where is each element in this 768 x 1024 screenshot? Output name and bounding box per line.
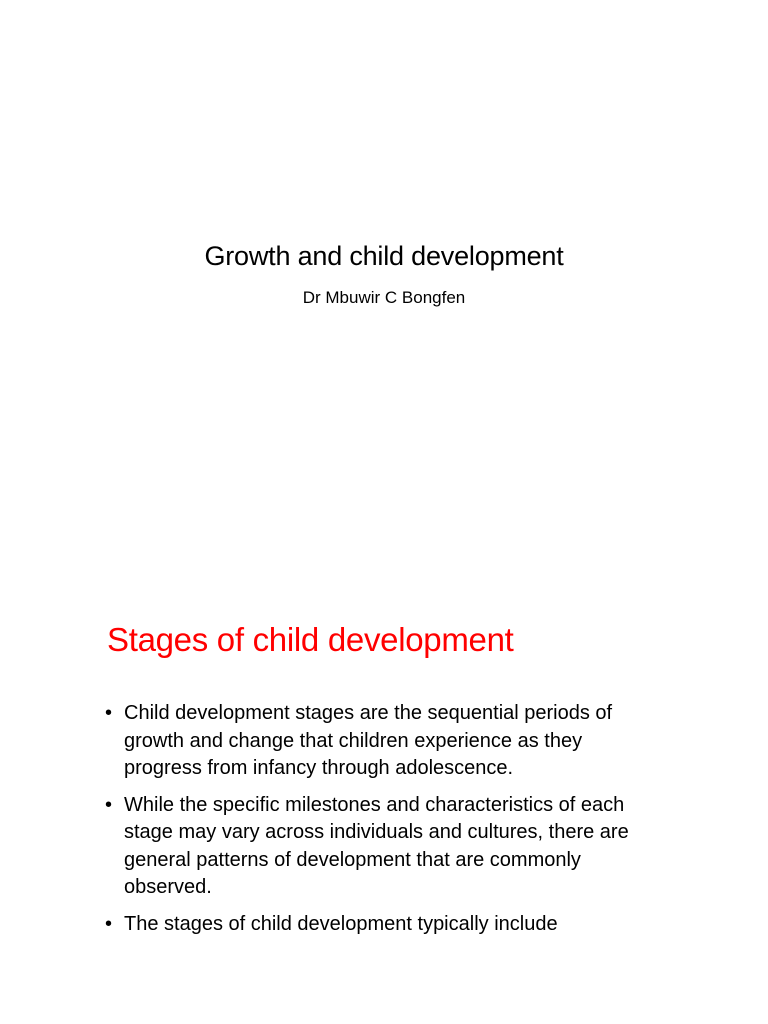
slide-heading: Stages of child development [107, 621, 514, 658]
bullet-icon: • [105, 793, 113, 816]
presentation-author: Dr Mbuwir C Bongfen [302, 288, 466, 307]
content-slide [0, 512, 768, 1024]
bullet-icon: • [105, 702, 113, 724]
bullet-icon: • [105, 912, 113, 935]
bullet-text: Child development stages are the sequential periods of growth and change that children experience as they progress from infancy through adolescence. [124, 702, 613, 779]
bullet-item [105, 792, 665, 902]
bullet-item [105, 911, 665, 939]
bullet-text: While the specific milestones and characteristics of each stage may vary across individuals and cultures, there are general patterns of development that are commonly observed. [124, 793, 629, 898]
bullet-list [105, 700, 665, 947]
bullet-item [105, 700, 665, 783]
bullet-text: The stages of child development typically include [124, 912, 558, 935]
presentation-title: Growth and child development [204, 241, 564, 271]
